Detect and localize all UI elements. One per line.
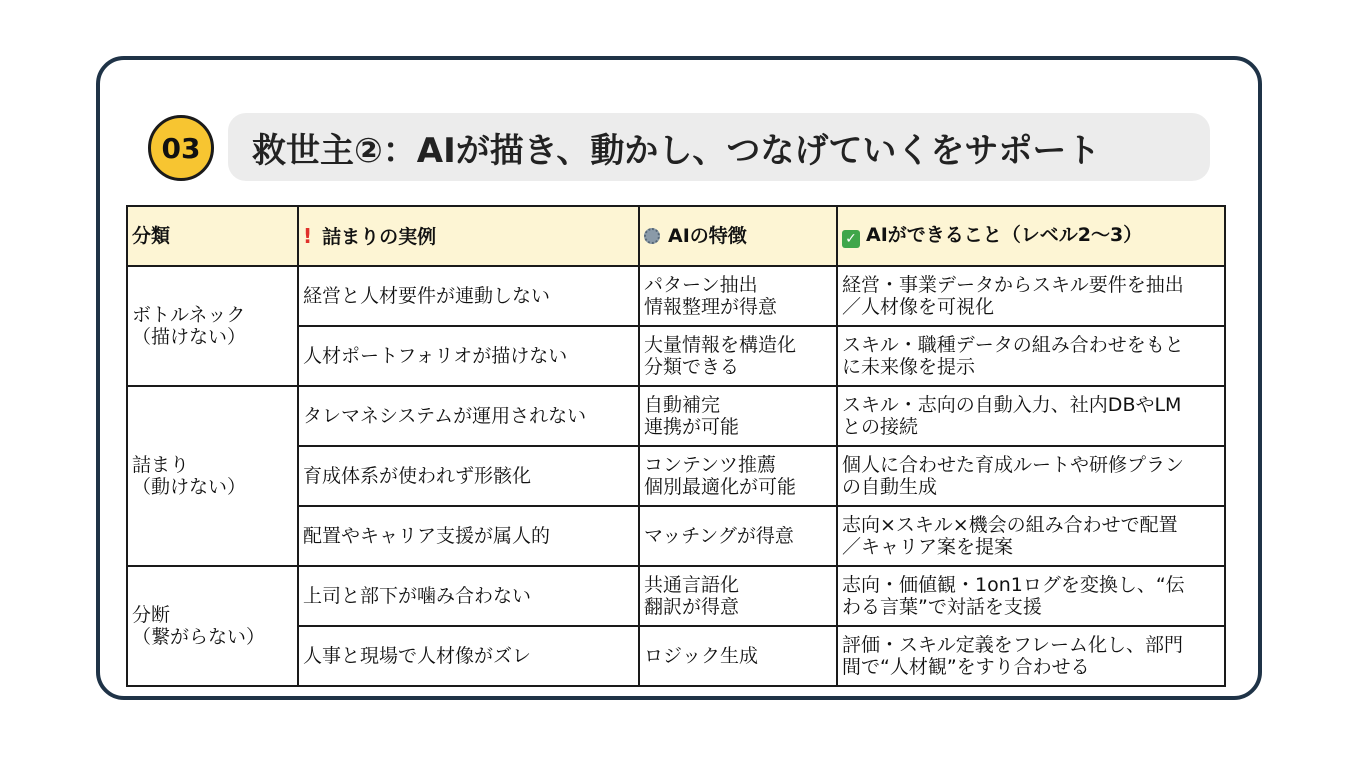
ai-can-do-cell [837,326,1225,386]
table-body [127,266,1225,686]
category-line: （繋がらない） [132,626,266,648]
category-cell [127,386,298,566]
ai-feature-line: 翻訳が得意 [644,596,740,618]
ai-can-do-cell [837,506,1225,566]
ai-can-do-line: ／人材像を可視化 [842,296,995,318]
ai-can-do-line: 経営・事業データからスキル要件を抽出 [842,274,1184,296]
category-cell [127,566,298,686]
category-line: （動けない） [132,476,247,498]
ai-feature-cell [639,626,837,686]
ai-can-do-line: スキル・志向の自動入力、社内DBやLM [842,394,1182,416]
ai-feature-line: 共通言語化 [644,574,740,596]
ai-can-do-line: の自動生成 [842,476,938,498]
header-issue: ! 詰まりの実例 [298,206,639,266]
ai-feature-line: 連携が可能 [644,416,740,438]
issue-cell: 育成体系が使われず形骸化 [298,446,639,506]
category-line: ボトルネック [132,304,246,326]
ai-feature-line: マッチングが得意 [644,525,794,547]
table-row [127,266,1225,326]
comparison-table [126,205,1226,687]
ai-feature-cell [639,506,837,566]
ai-feature-line: 個別最適化が可能 [644,476,797,498]
ai-can-do-line: 間で“人材観”をすり合わせる [842,656,1090,678]
ai-feature-cell [639,566,837,626]
gear-icon [644,228,660,244]
ai-feature-line: コンテンツ推薦 [644,454,777,476]
ai-can-do-line: ／キャリア案を提案 [842,536,1014,558]
category-line: （描けない） [132,326,247,348]
ai-feature-cell [639,326,837,386]
ai-can-do-cell [837,626,1225,686]
ai-can-do-line: スキル・職種データの組み合わせをもと [842,334,1184,356]
ai-can-do-cell [837,566,1225,626]
issue-cell: 人事と現場で人材像がズレ [298,626,639,686]
ai-can-do-cell [837,266,1225,326]
category-line: 詰まり [132,454,190,476]
ai-can-do-line: 個人に合わせた育成ルートや研修プラン [842,454,1185,476]
table-row [127,386,1225,446]
ai-feature-line: ロジック生成 [644,645,759,667]
ai-can-do-line: 志向・価値観・1on1ログを変換し、“伝 [842,574,1185,596]
table-header-row [127,206,1225,266]
section-number-badge: 03 [148,115,214,181]
issue-cell: 上司と部下が噛み合わない [298,566,639,626]
issue-cell: 配置やキャリア支援が属人的 [298,506,639,566]
issue-cell: 人材ポートフォリオが描けない [298,326,639,386]
header-category: 分類 [127,206,298,266]
category-cell [127,266,298,386]
check-icon: ✓ [842,230,860,248]
ai-can-do-cell [837,446,1225,506]
ai-can-do-line: に未来像を提示 [842,356,976,378]
ai-feature-line: 大量情報を構造化 [644,334,797,356]
ai-can-do-line: わる言葉”で対話を支援 [842,596,1042,618]
ai-can-do-line: との接続 [842,416,919,438]
ai-can-do-cell [837,386,1225,446]
ai-feature-cell [639,266,837,326]
issue-cell: タレマネシステムが運用されない [298,386,639,446]
category-line: 分断 [132,604,171,626]
ai-feature-line: 分類できる [644,356,740,378]
header-ai-feature: AIの特徴 [639,206,837,266]
header-ai-can-do: ✓ AIができること（レベル2〜3） [837,206,1225,266]
ai-can-do-line: 志向×スキル×機会の組み合わせで配置 [842,514,1178,536]
issue-cell: 経営と人材要件が連動しない [298,266,639,326]
ai-feature-cell [639,386,837,446]
slide-title: 救世主②：AIが描き、動かし、つなげていくをサポート [228,113,1210,181]
table-row [127,566,1225,626]
exclamation-icon: ! [303,223,313,248]
ai-feature-line: 自動補完 [644,394,721,416]
ai-feature-cell [639,446,837,506]
ai-feature-line: 情報整理が得意 [644,296,778,318]
ai-can-do-line: 評価・スキル定義をフレーム化し、部門 [842,634,1184,656]
ai-feature-line: パターン抽出 [644,274,758,296]
